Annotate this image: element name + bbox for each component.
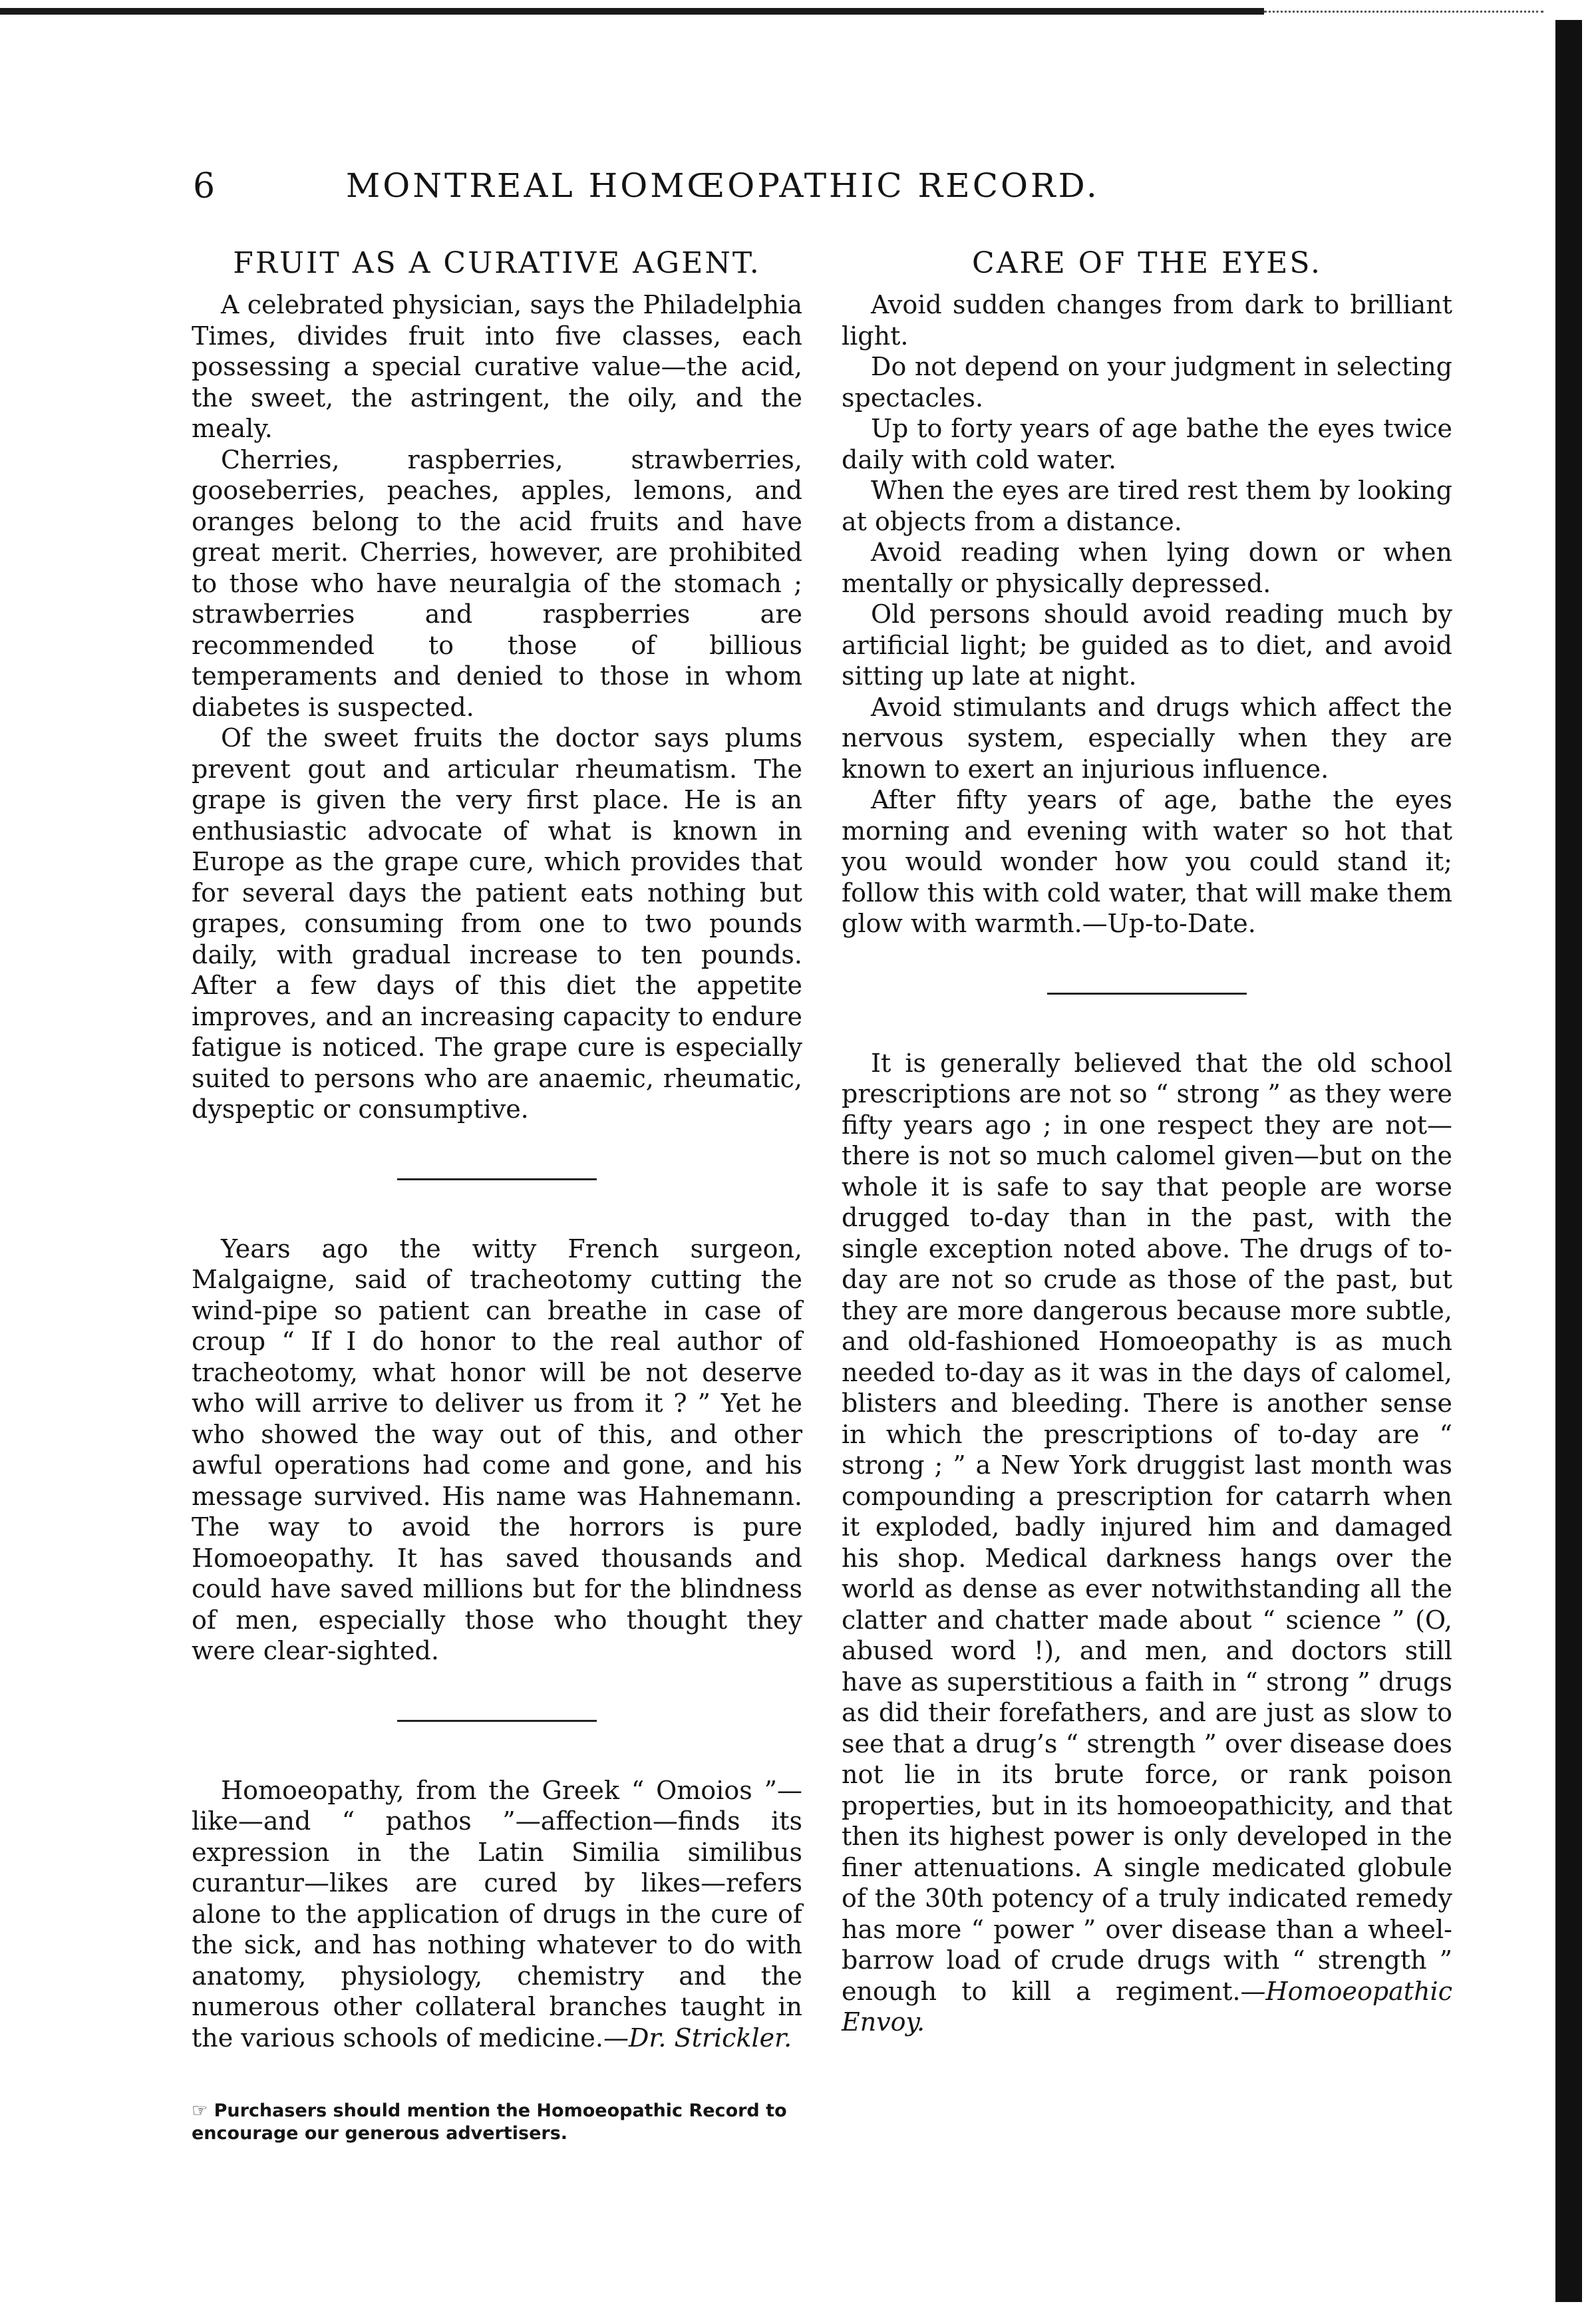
section-divider <box>397 1178 597 1180</box>
fruit-paragraph-1: A celebrated physician, says the Philadelphia Times, divides fruit into five classes, each possessing a special curative value—the acid, the sweet, the astringent, the oily, and the mealy. <box>192 290 802 443</box>
eyes-article-title: CARE OF THE EYES. <box>972 246 1322 280</box>
fruit-paragraph-2: Cherries, raspberries, strawberries, gooseberries, peaches, apples, lemons, and oranges belong to the acid fruits and have great merit. Cherries, however, are prohibited to those who have neuralgia of the stomach ; strawberries and raspberries are recommended to those of billious temperaments and denied to those in whom diabetes is suspected. <box>192 444 802 722</box>
eyes-paragraph-7: Avoid stimulants and drugs which affect the nervous system, especially when they are known to exert an injurious influence. <box>842 692 1452 784</box>
malgaigne-paragraph: Years ago the witty French surgeon, Malgaigne, said of tracheotomy cutting the wind-pipe so patient can breathe in case of croup “ If I do honor to the real author of tracheotomy, what honor will be not deserve who will arrive to deliver us from it ? ” Yet he who showed the way out of this, and other awful operations had come and gone, and his message survived. His name was Hahnemann. The way to avoid the horrors is pure Homoeopathy. It has saved thousands and could have saved millions but for the blindness of men, especially those who thought they were clear-sighted. <box>192 1234 802 1665</box>
top-border-rule <box>0 8 1264 15</box>
strong-drugs-paragraph <box>842 1048 1452 2038</box>
top-border-dotted-rule <box>1264 11 1543 14</box>
right-column <box>842 246 1452 2038</box>
eyes-paragraph-1: Avoid sudden changes from dark to brilliant light. <box>842 290 1452 351</box>
eyes-paragraph-6: Old persons should avoid reading much by artificial light; be guided as to diet, and avoid sitting up late at night. <box>842 599 1452 691</box>
fruit-article-title: FRUIT AS A CURATIVE AGENT. <box>233 246 761 280</box>
homoeopathy-credit: —Dr. Strickler. <box>603 2023 792 2053</box>
section-divider <box>1047 993 1247 995</box>
eyes-paragraph-3: Up to forty years of age bathe the eyes twice daily with cold water. <box>842 414 1452 474</box>
strong-drugs-text: It is generally believed that the old school prescriptions are not so “ strong ” as they were fifty years ago ; in one respect they are not—there is not so much calomel given—but on the whole it is safe to say that people are worse drugged to-day than in the past, with the single exception noted above. The drugs of to-day are not so crude as those of the past, but they are more dangerous because more subtle, and old-fashioned Homoeopathy is as much needed to-day as it was in the days of calomel, blisters and bleeding. There is another sense in which the prescriptions of to-day are “ strong ; ” a New York druggist last month was compounding a prescription for catarrh when it exploded, badly injured him and damaged his shop. Medical darkness hangs over the world as dense as ever notwithstanding all the clatter and chatter made about “ science ” (O, abused word !), and men, and doctors still have as superstitious a faith in “ strong ” drugs as did their forefathers, and are just as slow to see that a drug’s “ strength ” over disease does not lie in its brute force, or rank poison properties, but in its homoeopathicity, and that then its highest power is only developed in the finer attenuations. A single medicated globule of the 30th potency of a truly indicated remedy has more “ power ” over disease than a wheel-barrow load of crude drugs with “ strength ” enough to kill a regiment.— <box>842 1048 1452 2006</box>
homoeopathy-paragraph <box>192 1775 802 2054</box>
homoeopathy-text: Homoeopathy, from the Greek “ Omoios ”—like—and “ pathos ”—affection—finds its expression in the Latin Similia similibus curantur—likes are cured by likes—refers alone to the application of drugs in the cure of the sick, and has nothing whatever to do with anatomy, physiology, chemistry and the numerous other collateral branches taught in the various schools of medicine. <box>192 1775 802 2053</box>
eyes-paragraph-8: After fifty years of age, bathe the eyes morning and evening with water so hot that you would wonder how you could stand it; follow this with cold water, that will make them glow with warmth.—Up-to-Date. <box>842 785 1452 938</box>
running-head: MONTREAL HOMŒOPATHIC RECORD. <box>346 166 1100 205</box>
section-divider <box>397 1720 597 1722</box>
eyes-paragraph-5: Avoid reading when lying down or when mentally or physically depressed. <box>842 538 1452 598</box>
eyes-paragraph-4: When the eyes are tired rest them by looking at objects from a distance. <box>842 476 1452 536</box>
fruit-paragraph-3: Of the sweet fruits the doctor says plums prevent gout and articular rheumatism. The grape is given the very first place. He is an enthusiastic advocate of what is known in Europe as the grape cure, which provides that for several days the patient eats nothing but grapes, consuming from one to two pounds daily, with gradual increase to ten pounds. After a few days of this diet the appetite improves, and an increasing capacity to endure fatigue is noticed. The grape cure is especially suited to persons who are anaemic, rheumatic, dyspeptic or consumptive. <box>192 723 802 1124</box>
left-column <box>192 246 802 2145</box>
purchasers-note: ☞ Purchasers should mention the Homoeopathic Record to encourage our generous advertisers. <box>192 2100 787 2144</box>
strong-drugs-credit: Homoeopathic Envoy. <box>842 1976 1452 2037</box>
eyes-paragraph-2: Do not depend on your judgment in selecting spectacles. <box>842 352 1452 413</box>
page-number: 6 <box>193 166 216 206</box>
scan-edge-bar <box>1555 20 1582 2302</box>
